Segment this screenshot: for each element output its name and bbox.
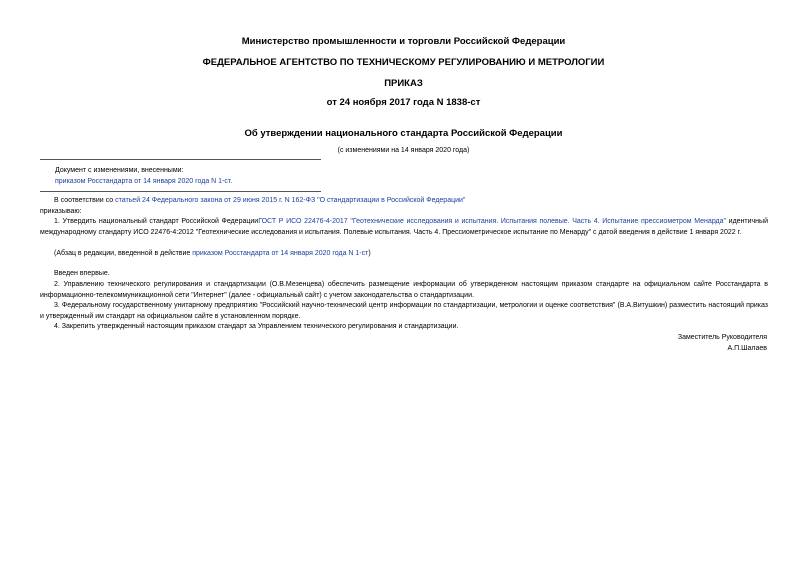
divider-bottom bbox=[40, 191, 321, 192]
divider-top bbox=[40, 159, 321, 160]
signature-name: А.П.Шалаев bbox=[727, 345, 767, 352]
doc-type-heading: ПРИКАЗ bbox=[384, 78, 423, 89]
paragraph-intro bbox=[40, 269, 768, 280]
p2-text: 2. Управлению технического регулирования и стандартизации (О.В.Мезенцева) обеспечить размещение информации об утвержденном настоящим приказом стандарте на официальном сайте Росстандарта в информационно-телекоммуникационной сети "Интернет" (далее - официальный сайт) с учетом законодательства о стандартизации. bbox=[40, 281, 768, 299]
date-number: от 24 ноября 2017 года N 1838-ст bbox=[326, 97, 481, 108]
law-link[interactable]: статьей 24 Федерального закона от 29 июня 2015 г. N 162-ФЗ "О стандартизации в Российской Федерации" bbox=[115, 197, 466, 204]
paragraph-1 bbox=[40, 217, 768, 238]
paragraph-1-note bbox=[40, 249, 768, 260]
amendment-note: (с изменениями на 14 января 2020 года) bbox=[337, 147, 470, 154]
p1-tail: идентичный международному стандарту ИСО 22476-4:2012 "Геотехнические исследования и испытания. Полевые испытания. Часть 4. Прессиометрическое испытание по Менарду" с датой введения в действие 1 января 2022 г. bbox=[40, 218, 768, 236]
signature-position: Заместитель Руководителя bbox=[677, 334, 767, 341]
document-title: Об утверждении национального стандарта Российской Федерации bbox=[244, 128, 563, 139]
intro-text: Введен впервые. bbox=[54, 270, 110, 277]
note-text: (Абзац в редакции, введенной в действие bbox=[54, 250, 193, 257]
note-close: ) bbox=[368, 250, 371, 257]
paragraph-3 bbox=[40, 301, 768, 322]
p4-text: 4. Закрепить утвержденный настоящим приказом стандарт за Управлением технического регулирования и стандартизации. bbox=[54, 323, 459, 330]
agency-heading: ФЕДЕРАЛЬНОЕ АГЕНТСТВО ПО ТЕХНИЧЕСКОМУ РЕГУЛИРОВАНИЮ И МЕТРОЛОГИИ bbox=[202, 57, 605, 68]
signature-block bbox=[678, 332, 767, 354]
paragraph-4 bbox=[40, 322, 768, 333]
changes-label: Документ с изменениями, внесенными: bbox=[55, 167, 184, 174]
paragraph-preamble bbox=[40, 196, 768, 217]
p1-text: 1. Утвердить национальный стандарт Российской Федерации bbox=[54, 218, 259, 225]
p3-text: 3. Федеральному государственному унитарному предприятию "Российский научно-технический центр информации по стандартизации, метрологии и оценке соответствия" (В.А.Витушкин) разместить настоящий приказ и утвержденный им стандарт на официальном сайте в установленном порядке. bbox=[40, 302, 768, 320]
order-word: приказываю: bbox=[40, 207, 82, 215]
amendment-link[interactable]: приказом Росстандарта от 14 января 2020 года N 1-ст bbox=[192, 250, 369, 257]
standard-link[interactable]: ГОСТ Р ИСО 22476-4-2017 "Геотехнические исследования и испытания. Испытания полевые. Часть 4. Испытание прессиометром Менарда" bbox=[258, 218, 727, 225]
changes-block bbox=[55, 165, 232, 187]
paragraph-2 bbox=[40, 280, 768, 301]
ministry-heading: Министерство промышленности и торговли Российской Федерации bbox=[241, 36, 566, 47]
preamble-text: В соответствии со bbox=[54, 197, 116, 204]
changes-link[interactable]: приказом Росстандарта от 14 января 2020 года N 1-ст. bbox=[55, 178, 233, 185]
